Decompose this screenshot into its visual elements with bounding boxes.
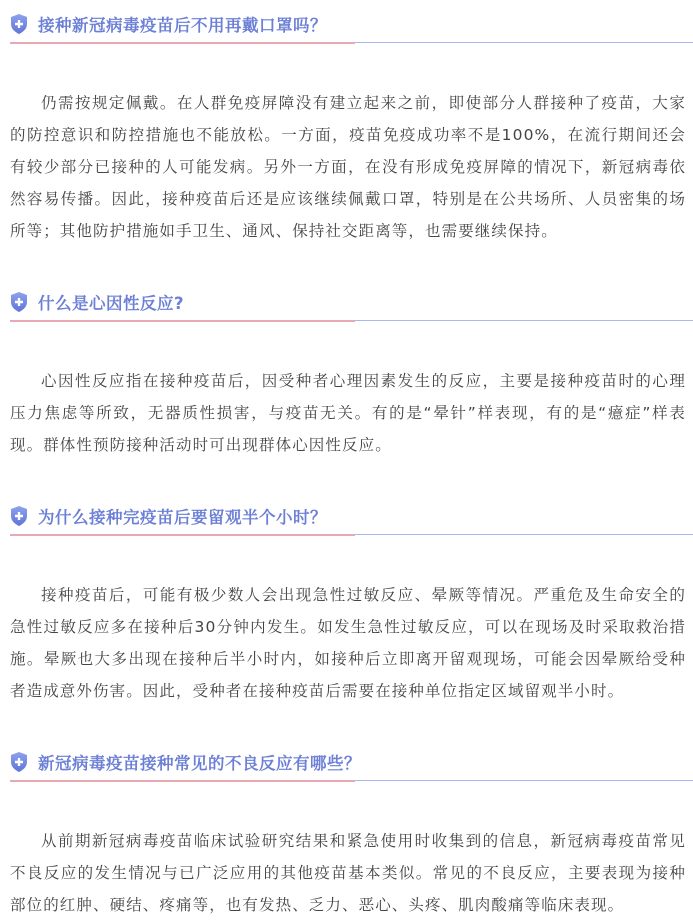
underline-blue xyxy=(355,780,693,782)
section-body: 从前期新冠病毒疫苗临床试验研究结果和紧急使用时收集到的信息，新冠病毒疫苗常见不良反应的发生情况与已广泛应用的其他疫苗基本类似。常见的不良反应，主要表现为接种部位的红肿、硬结、疼痛等，也有发热、乏力、恶心、头疼、肌肉酸痛等临床表现。 xyxy=(10,832,686,914)
section-heading xyxy=(10,500,686,536)
section-body: 接种疫苗后，可能有极少数人会出现急性过敏反应、晕厥等情况。严重危及生命安全的急性过敏反应多在接种后30分钟内发生。如发生急性过敏反应，可以在现场及时采取救治措施。晕厥也大多出现在接种后半小时内，如接种后立即离开留观现场，可能会因晕厥给受种者造成意外伤害。因此，受种者在接种疫苗后需要在接种单位指定区域留观半小时。 xyxy=(10,586,686,700)
section-body: 心因性反应指在接种疫苗后，因受种者心理因素发生的反应，主要是接种疫苗时的心理压力焦虑等所致，无器质性损害，与疫苗无关。有的是“晕针”样表现，有的是“癔症”样表现。群体性预防接种活动时可出现群体心因性反应。 xyxy=(10,372,686,454)
faq-section xyxy=(10,8,686,247)
underline-blue xyxy=(355,320,693,322)
section-title: 新冠病毒疫苗接种常见的不良反应有哪些？ xyxy=(38,754,361,773)
underline-blue xyxy=(355,42,693,44)
article xyxy=(0,8,693,921)
underline-pink xyxy=(10,42,355,44)
section-title: 什么是心因性反应? xyxy=(38,294,185,313)
shield-plus-icon xyxy=(10,751,28,773)
underline-pink xyxy=(10,780,355,782)
underline-blue xyxy=(355,534,693,536)
section-heading xyxy=(10,746,686,782)
section-title: 接种新冠病毒疫苗后不用再戴口罩吗？ xyxy=(38,16,327,35)
underline-pink xyxy=(10,534,355,536)
shield-plus-icon xyxy=(10,505,28,527)
section-title: 为什么接种完疫苗后要留观半个小时？ xyxy=(38,508,327,527)
shield-plus-icon xyxy=(10,291,28,313)
section-heading xyxy=(10,8,686,44)
shield-plus-icon xyxy=(10,13,28,35)
underline-pink xyxy=(10,320,355,322)
section-body: 仍需按规定佩戴。在人群免疫屏障没有建立起来之前，即使部分人群接种了疫苗，大家的防控意识和防控措施也不能放松。一方面，疫苗免疫成功率不是100%，在流行期间还会有较少部分已接种的人可能发病。另外一方面，在没有形成免疫屏障的情况下，新冠病毒依然容易传播。因此，接种疫苗后还是应该继续佩戴口罩，特别是在公共场所、人员密集的场所等；其他防护措施如手卫生、通风、保持社交距离等，也需要继续保持。 xyxy=(10,94,686,240)
section-heading xyxy=(10,286,686,322)
faq-section xyxy=(10,746,686,921)
faq-section xyxy=(10,286,686,461)
faq-section xyxy=(10,500,686,707)
